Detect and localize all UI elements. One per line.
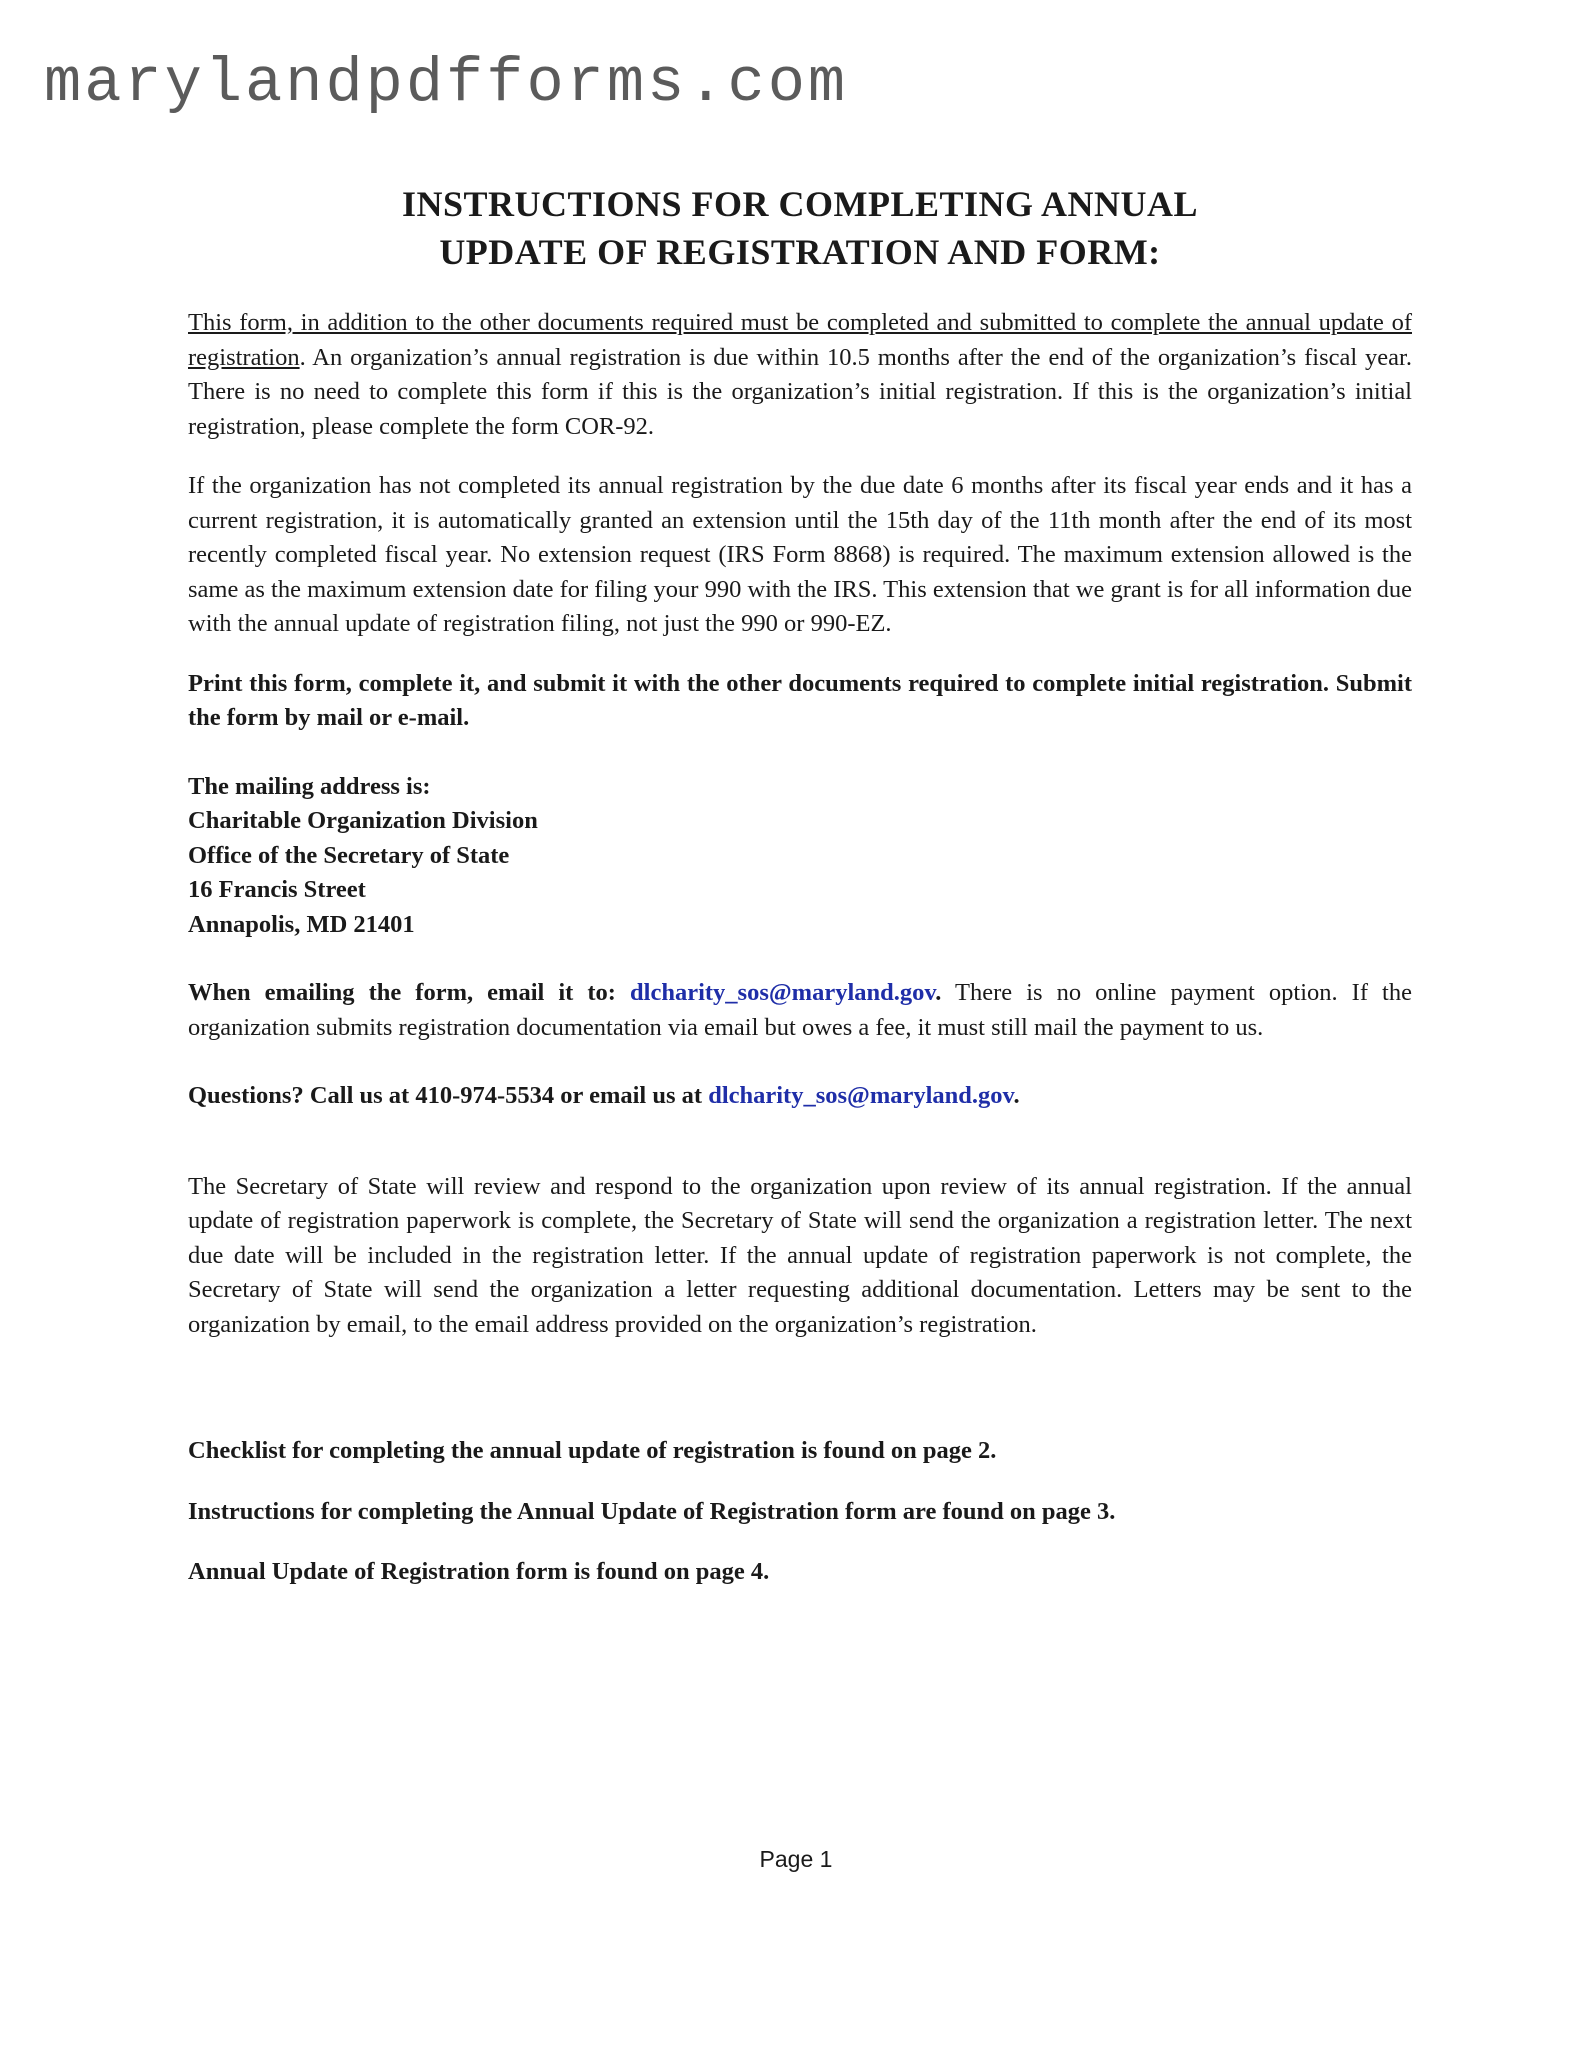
email-link[interactable]: dlcharity_sos@maryland.gov <box>630 979 936 1006</box>
intro-underlined-text: This form, in addition to the other documents required must be completed and submitted to complete the annual update of registration <box>188 309 1412 371</box>
reference-instructions: Instructions for completing the Annual Update of Registration form are found on page 3. <box>188 1497 1116 1525</box>
mailing-address-heading: The mailing address is: <box>188 772 431 800</box>
mailing-address-line: Charitable Organization Division <box>188 807 538 834</box>
email-instruction-lead: When emailing the form, email it to: <box>188 979 631 1006</box>
intro-paragraph <box>188 306 1412 444</box>
mailing-address <box>188 770 1412 943</box>
page-title-line-2: UPDATE OF REGISTRATION AND FORM: <box>439 232 1161 272</box>
email-instruction-text: There is no online payment option. If the organization submits registration documentation via email but owes a fee, it must still mail the payment to us. <box>188 979 1412 1041</box>
watermark: marylandpdfforms.com <box>44 48 849 119</box>
mailing-address-line: Office of the Secretary of State <box>188 841 510 869</box>
document-body <box>188 180 1412 1616</box>
questions-lead: Questions? Call us at 410-974-5534 or email us at <box>188 1082 709 1109</box>
page-title <box>188 180 1412 276</box>
review-paragraph: The Secretary of State will review and respond to the organization upon review of its annual registration. If the annual update of registration paperwork is complete, the Secretary of State will send the organization a registration letter. The next due date will be included in the registration letter. If the annual update of registration paperwork is not complete, the Secretary of State will send the organization a letter requesting additional documentation. Letters may be sent to the organization by email, to the email address provided on the organization’s registration. <box>188 1172 1412 1338</box>
page-number: Page 1 <box>759 1846 833 1872</box>
intro-text: . An organization’s annual registration is due within 10.5 months after the end of the organization’s fiscal year. There is no need to complete this form if this is the organization’s initial registration. If this is the organization’s initial registration, please complete the form COR-92. <box>188 343 1412 440</box>
reference-checklist: Checklist for completing the annual update of registration is found on page 2. <box>188 1437 997 1464</box>
mailing-address-line: 16 Francis Street <box>188 876 366 903</box>
questions-email-link[interactable]: dlcharity_sos@maryland.gov <box>708 1082 1014 1109</box>
page-title-line-1: INSTRUCTIONS FOR COMPLETING ANNUAL <box>401 184 1199 224</box>
mailing-address-line: Annapolis, MD 21401 <box>188 910 415 938</box>
email-instruction <box>188 976 1412 1045</box>
extension-paragraph: If the organization has not completed its annual registration by the due date 6 months after its fiscal year ends and it has a current registration, it is automatically granted an extension until the 15th day of the 11th month after the end of its most recently completed fiscal year. No extension request (IRS Form 8868) is required. The maximum extension allowed is the same as the maximum extension date for filing your 990 with the IRS. This extension that we grant is for all information due with the annual update of registration filing, not just the 990 or 990-EZ. <box>188 472 1412 637</box>
questions-period: . <box>1013 1082 1020 1109</box>
reference-form: Annual Update of Registration form is found on page 4. <box>188 1558 770 1585</box>
email-period: . <box>935 979 942 1006</box>
questions-line <box>188 1079 1412 1114</box>
print-instruction: Print this form, complete it, and submit it with the other documents required to complete initial registration. Submit the form by mail or e-mail. <box>188 669 1412 731</box>
